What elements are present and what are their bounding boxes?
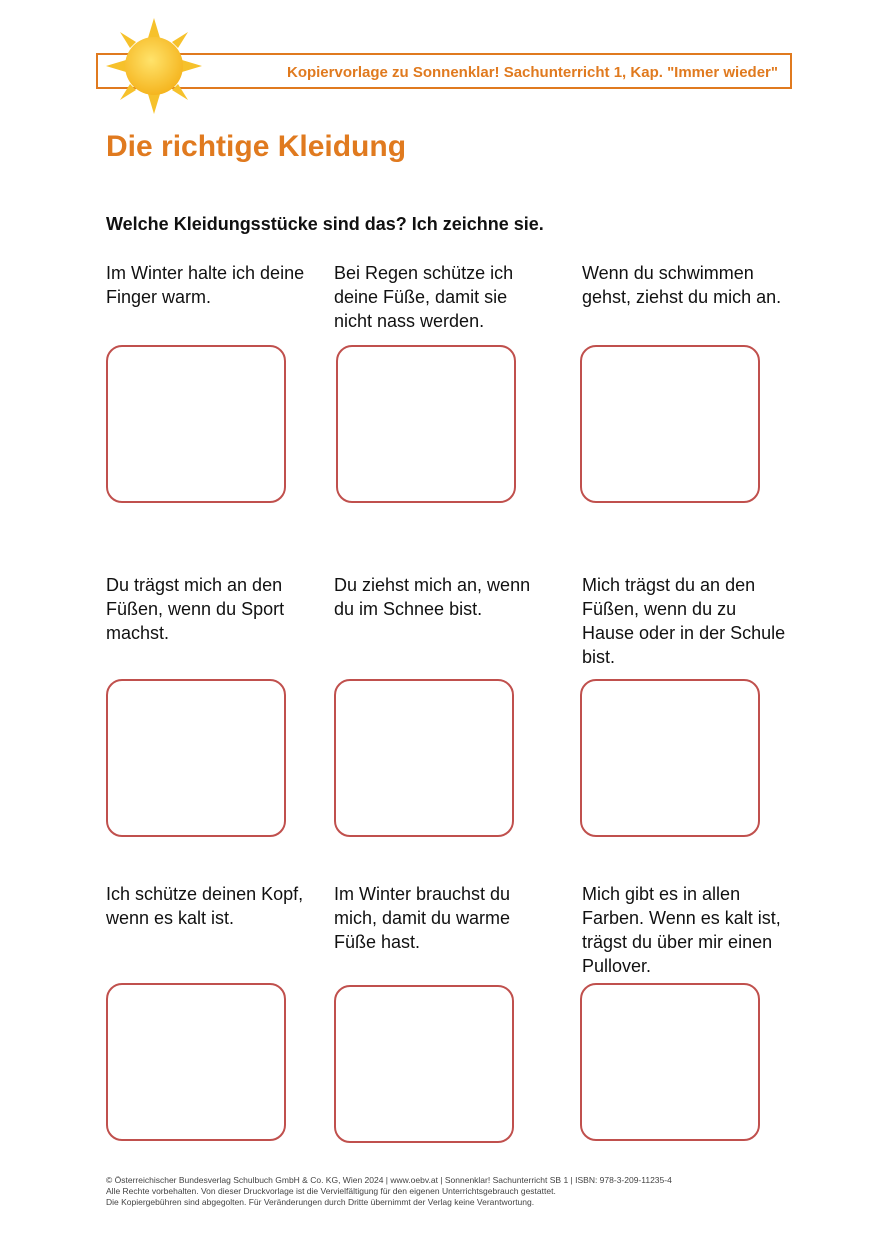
drawing-box[interactable] (580, 345, 760, 503)
drawing-box[interactable] (336, 345, 516, 503)
footer-rights: Alle Rechte vorbehalten. Von dieser Druckvorlage ist die Vervielfältigung für den eigenen Unterrichtsgebrauch gestattet. (106, 1186, 556, 1196)
sun-icon (106, 18, 202, 114)
page-title: Die richtige Kleidung (106, 130, 407, 163)
footer-disclaimer: Die Kopiergebühren sind abgegolten. Für Veränderungen durch Dritte übernimmt der Verlag keine Verantwortung. (106, 1197, 535, 1207)
drawing-box[interactable] (106, 983, 286, 1141)
clue-text: Wenn du schwimmen gehst, ziehst du mich an. (582, 263, 782, 307)
clue-text: Im Winter halte ich deine Finger warm. (106, 263, 305, 307)
clue-text: Mich trägst du an den Füßen, wenn du zu Hause oder in der Schule bist. (582, 575, 786, 667)
clue-text: Ich schütze deinen Kopf, wenn es kalt ist. (106, 884, 304, 928)
clue-text: Du trägst mich an den Füßen, wenn du Sport machst. (106, 575, 285, 643)
drawing-box[interactable] (580, 679, 760, 837)
clue-text: Du ziehst mich an, wenn du im Schnee bist. (334, 575, 531, 619)
drawing-box[interactable] (334, 985, 514, 1143)
header-text: Kopiervorlage zu Sonnenklar! Sachunterricht 1, Kap. "Immer wieder" (286, 64, 778, 81)
clue-text: Bei Regen schütze ich deine Füße, damit sie nicht nass werden. (334, 263, 514, 331)
footer (106, 1175, 806, 1208)
drawing-box[interactable] (580, 983, 760, 1141)
clue-text: Mich gibt es in allen Farben. Wenn es kalt ist, trägst du über mir einen Pullover. (582, 884, 781, 976)
drawing-box[interactable] (106, 679, 286, 837)
drawing-box[interactable] (106, 345, 286, 503)
drawing-box[interactable] (334, 679, 514, 837)
footer-copyright: © Österreichischer Bundesverlag Schulbuch GmbH & Co. KG, Wien 2024 | www.oebv.at | Sonnenklar! Sachunterricht SB 1 | ISBN: 978-3-209-11235-4 (106, 1175, 672, 1185)
clue-text: Im Winter brauchst du mich, damit du warme Füße hast. (334, 884, 511, 952)
instruction: Welche Kleidungsstücke sind das? Ich zeichne sie. (106, 214, 544, 234)
